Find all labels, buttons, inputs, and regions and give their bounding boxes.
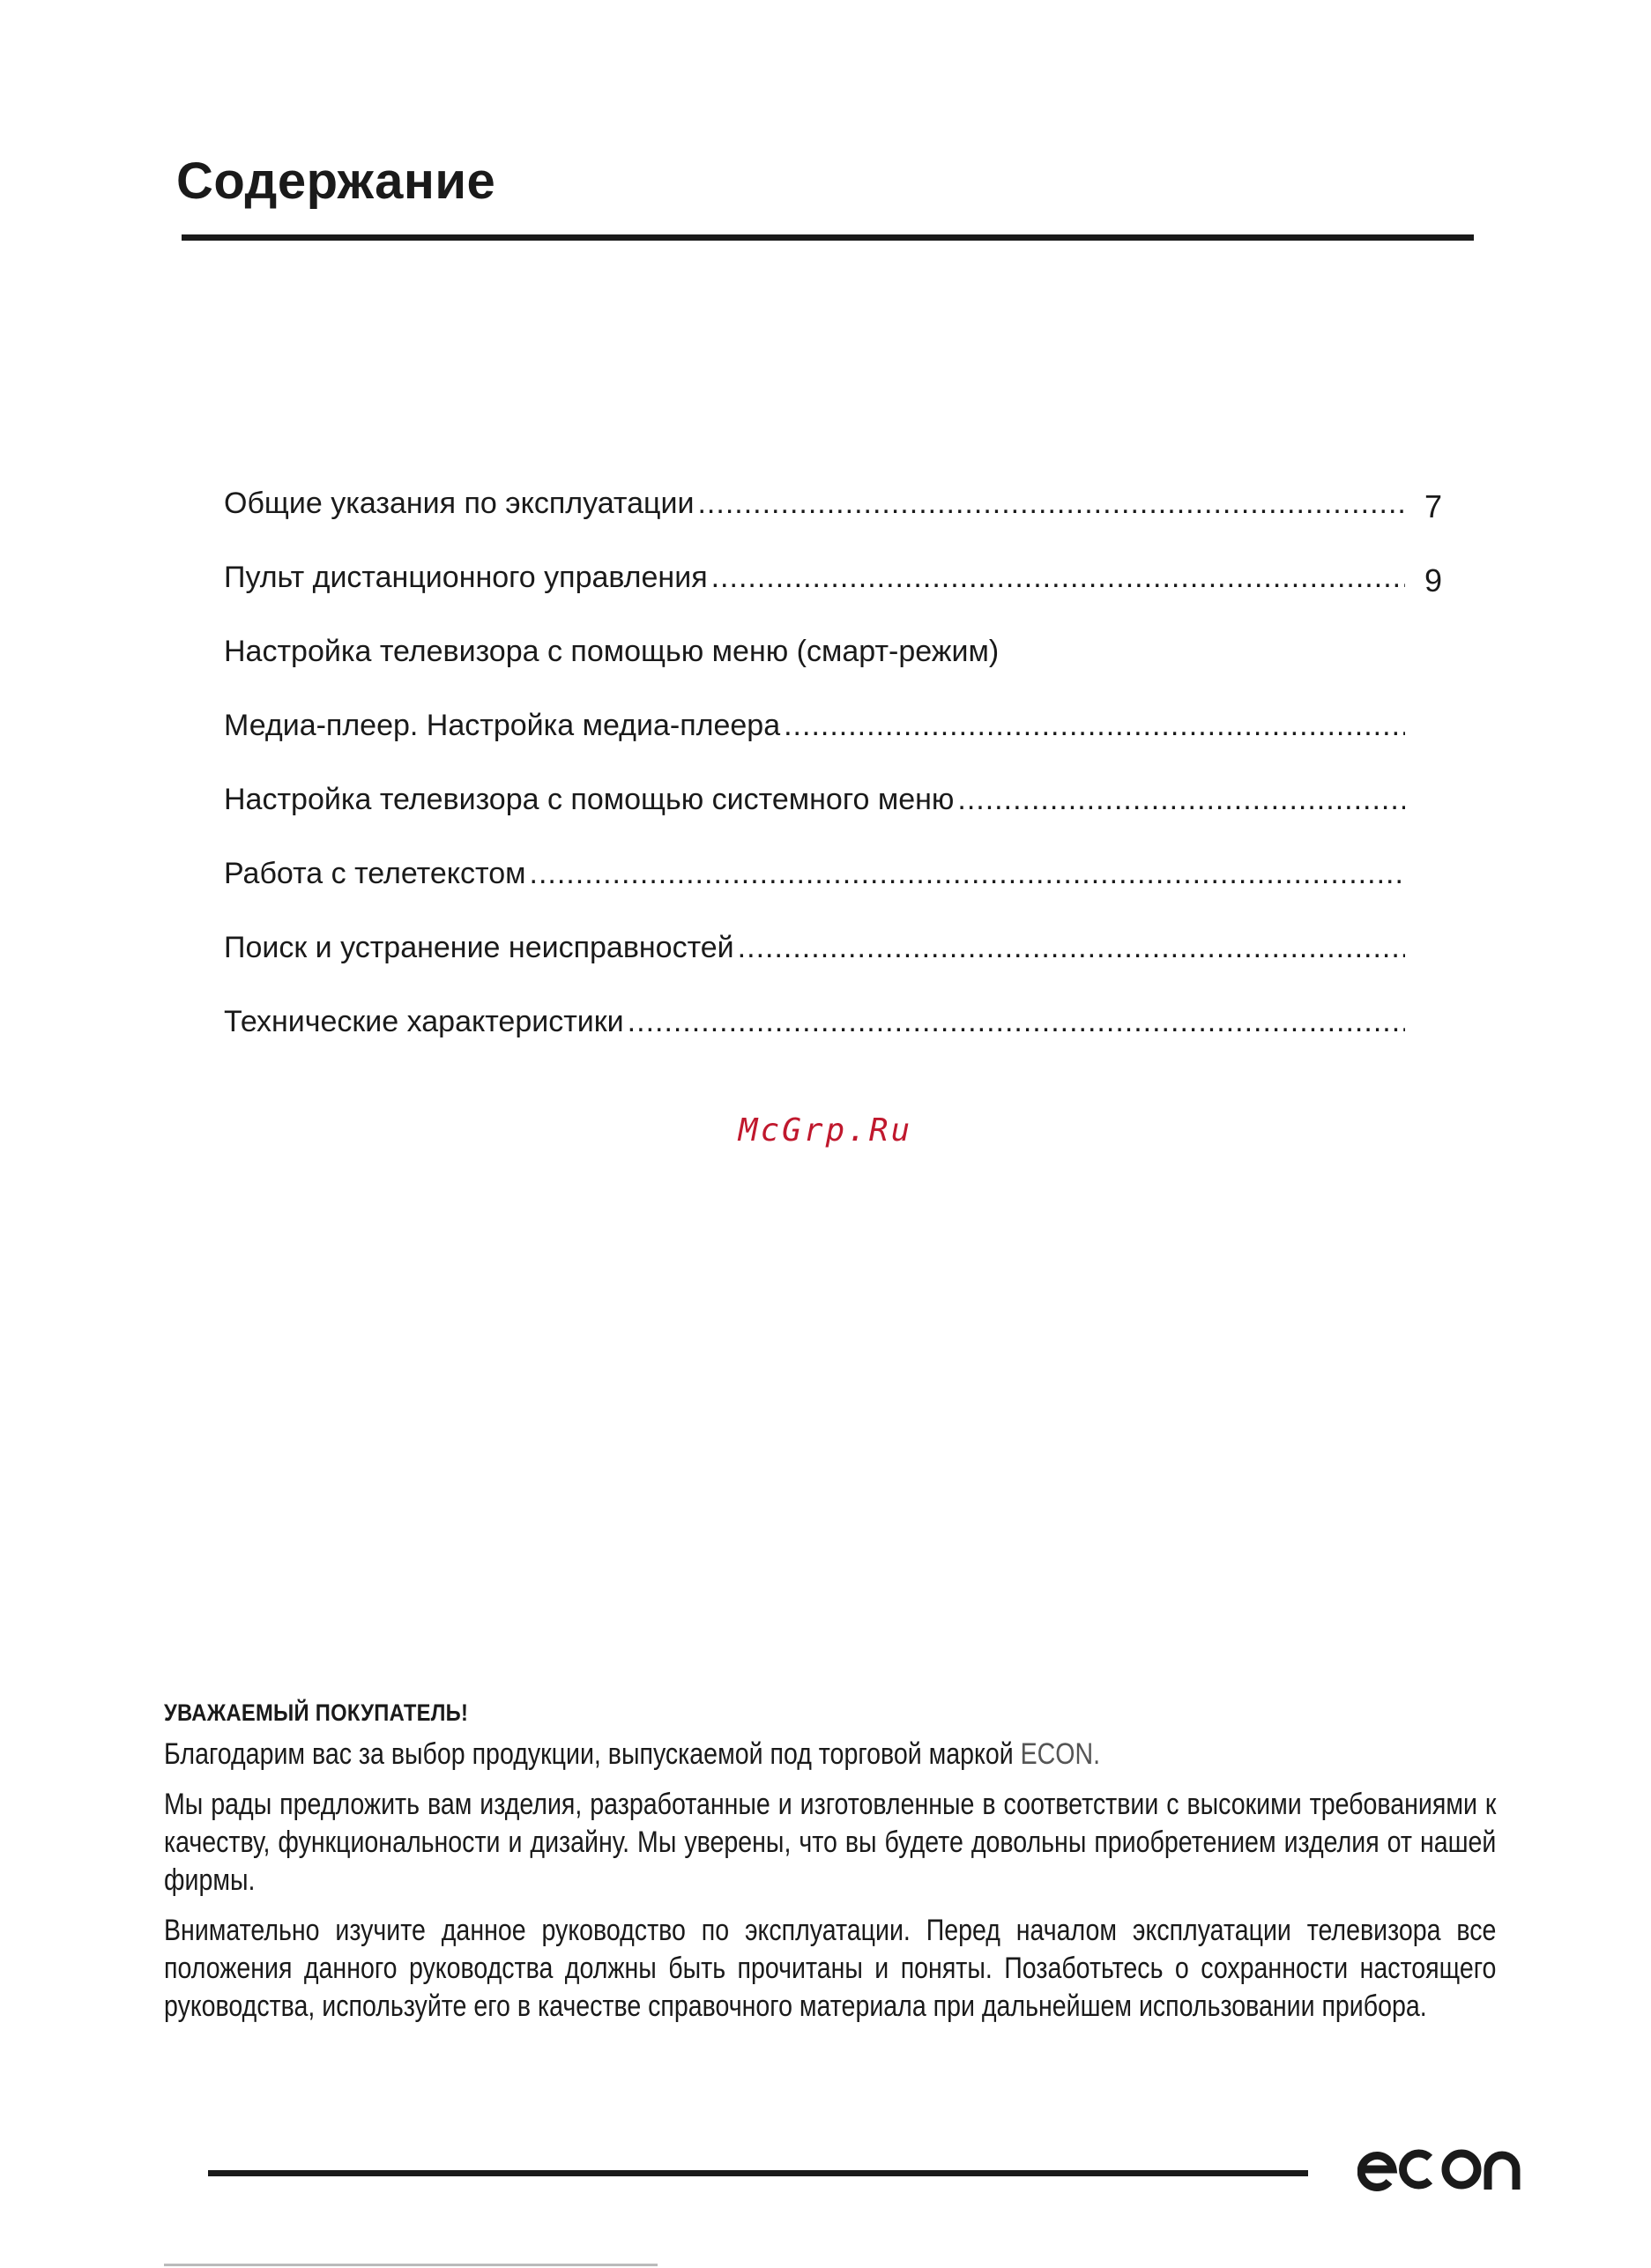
customer-address (164, 1699, 1497, 2038)
toc-item-label: Пульт дистанционного управления (224, 547, 711, 608)
econ-logo-icon (1357, 2142, 1525, 2197)
toc-dot-leader (957, 769, 1405, 830)
toc-dot-leader (711, 547, 1405, 608)
toc-item-label: Медиа-плеер. Настройка медиа-плеера (224, 695, 784, 756)
watermark-text: McGrp.Ru (738, 1112, 913, 1149)
thanks-text: Благодарим вас за выбор продукции, выпускаемой под торговой маркой (164, 1737, 1021, 1771)
page-edge-line (164, 2264, 658, 2266)
instructions-paragraph: Внимательно изучите данное руководство по эксплуатации. Перед началом эксплуатации телевизора все положения данного руководства должны быть прочитаны и поняты. Позаботьтесь о сохранности настоящего руководства, используйте его в качестве справочного материала при дальнейшем использовании прибора. (164, 1914, 1497, 2023)
toc-item[interactable] (224, 621, 1449, 695)
customer-heading: УВАЖАЕМЫЙ ПОКУПАТЕЛЬ! (164, 1699, 469, 1726)
toc-item-label: Поиск и устранение неисправностей (224, 917, 738, 978)
toc-page-number: 7 (1424, 488, 1443, 524)
toc-dot-leader (738, 917, 1405, 978)
title-divider (182, 234, 1474, 241)
toc-item-label: Работа с телетекстом (224, 843, 530, 904)
toc-dot-leader (784, 695, 1405, 756)
footer-divider (208, 2170, 1308, 2176)
brand-mention: ECON. (1020, 1737, 1101, 1771)
toc-item[interactable] (224, 991, 1449, 1065)
toc-item[interactable] (224, 917, 1449, 991)
toc-item[interactable] (224, 695, 1449, 769)
table-of-contents (224, 472, 1449, 1065)
page-title: Содержание (176, 152, 496, 210)
toc-item[interactable] (224, 843, 1449, 917)
quality-paragraph: Мы рады предложить вам изделия, разработанные и изготовленные в соответствии с высокими требованиями к качеству, функциональности и дизайну. Мы уверены, что вы будете довольны приобретением изделия от нашей фирмы. (164, 1788, 1497, 1897)
toc-item[interactable] (224, 547, 1449, 621)
toc-item-label: Настройка телевизора с помощью системного меню (224, 769, 957, 830)
toc-page-number: 9 (1424, 562, 1443, 599)
thanks-paragraph (164, 1736, 1496, 1774)
toc-item[interactable] (224, 472, 1449, 547)
toc-dot-leader (628, 991, 1405, 1052)
toc-item-label: Технические характеристики (224, 991, 628, 1052)
toc-item-label: Общие указания по эксплуатации (224, 472, 697, 534)
toc-item[interactable] (224, 769, 1449, 843)
toc-dot-leader (530, 843, 1405, 904)
toc-dot-leader (697, 472, 1405, 534)
toc-item-label: Настройка телевизора с помощью меню (смарт-режим) (224, 621, 1002, 682)
